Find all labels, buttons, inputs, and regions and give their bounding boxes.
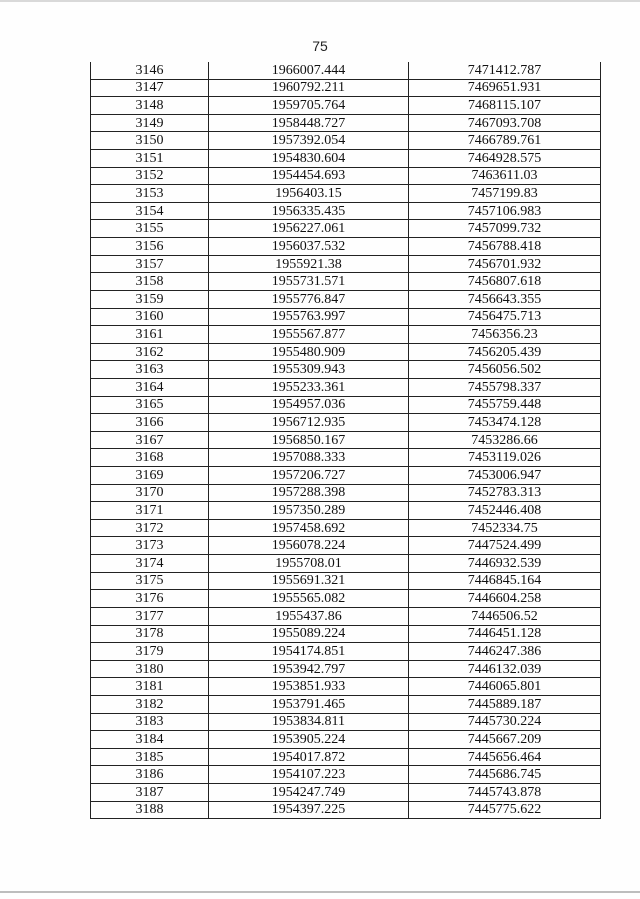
x-coordinate-cell: 1956078.224 (209, 537, 409, 555)
page-top-edge (0, 0, 640, 2)
y-coordinate-cell: 7457199.83 (409, 185, 601, 203)
x-coordinate-cell: 1954017.872 (209, 748, 409, 766)
table-row (91, 150, 601, 168)
point-id-cell: 3184 (91, 731, 209, 749)
y-coordinate-cell: 7456475.713 (409, 308, 601, 326)
y-coordinate-cell: 7446451.128 (409, 625, 601, 643)
table-row (91, 713, 601, 731)
point-id-cell: 3149 (91, 114, 209, 132)
table-row (91, 537, 601, 555)
x-coordinate-cell: 1958448.727 (209, 114, 409, 132)
x-coordinate-cell: 1955565.082 (209, 590, 409, 608)
y-coordinate-cell: 7455798.337 (409, 378, 601, 396)
table-row (91, 326, 601, 344)
table-row (91, 238, 601, 256)
x-coordinate-cell: 1956712.935 (209, 414, 409, 432)
point-id-cell: 3162 (91, 343, 209, 361)
y-coordinate-cell: 7467093.708 (409, 114, 601, 132)
point-id-cell: 3180 (91, 660, 209, 678)
point-id-cell: 3175 (91, 572, 209, 590)
table-row (91, 766, 601, 784)
point-id-cell: 3178 (91, 625, 209, 643)
x-coordinate-cell: 1957206.727 (209, 467, 409, 485)
y-coordinate-cell: 7456056.502 (409, 361, 601, 379)
table-row (91, 414, 601, 432)
x-coordinate-cell: 1953905.224 (209, 731, 409, 749)
y-coordinate-cell: 7453474.128 (409, 414, 601, 432)
x-coordinate-cell: 1955776.847 (209, 290, 409, 308)
y-coordinate-cell: 7446604.258 (409, 590, 601, 608)
table-row (91, 220, 601, 238)
point-id-cell: 3167 (91, 431, 209, 449)
point-id-cell: 3171 (91, 502, 209, 520)
y-coordinate-cell: 7456788.418 (409, 238, 601, 256)
coordinates-table (90, 62, 601, 819)
x-coordinate-cell: 1957392.054 (209, 132, 409, 150)
y-coordinate-cell: 7457099.732 (409, 220, 601, 238)
point-id-cell: 3188 (91, 801, 209, 819)
table-row (91, 519, 601, 537)
point-id-cell: 3159 (91, 290, 209, 308)
point-id-cell: 3169 (91, 467, 209, 485)
y-coordinate-cell: 7456807.618 (409, 273, 601, 291)
x-coordinate-cell: 1956037.532 (209, 238, 409, 256)
point-id-cell: 3164 (91, 378, 209, 396)
y-coordinate-cell: 7446132.039 (409, 660, 601, 678)
x-coordinate-cell: 1954957.036 (209, 396, 409, 414)
table-row (91, 79, 601, 97)
table-row (91, 308, 601, 326)
table-row (91, 643, 601, 661)
y-coordinate-cell: 7456205.439 (409, 343, 601, 361)
point-id-cell: 3185 (91, 748, 209, 766)
table-row (91, 431, 601, 449)
y-coordinate-cell: 7463611.03 (409, 167, 601, 185)
x-coordinate-cell: 1955233.361 (209, 378, 409, 396)
x-coordinate-cell: 1957088.333 (209, 449, 409, 467)
table-row (91, 62, 601, 79)
point-id-cell: 3163 (91, 361, 209, 379)
x-coordinate-cell: 1957350.289 (209, 502, 409, 520)
table-row (91, 748, 601, 766)
x-coordinate-cell: 1955708.01 (209, 555, 409, 573)
y-coordinate-cell: 7445667.209 (409, 731, 601, 749)
table-row (91, 185, 601, 203)
x-coordinate-cell: 1955089.224 (209, 625, 409, 643)
y-coordinate-cell: 7453119.026 (409, 449, 601, 467)
point-id-cell: 3150 (91, 132, 209, 150)
x-coordinate-cell: 1955691.321 (209, 572, 409, 590)
y-coordinate-cell: 7445730.224 (409, 713, 601, 731)
x-coordinate-cell: 1956850.167 (209, 431, 409, 449)
point-id-cell: 3165 (91, 396, 209, 414)
point-id-cell: 3182 (91, 695, 209, 713)
y-coordinate-cell: 7453286.66 (409, 431, 601, 449)
x-coordinate-cell: 1956403.15 (209, 185, 409, 203)
point-id-cell: 3154 (91, 202, 209, 220)
x-coordinate-cell: 1954107.223 (209, 766, 409, 784)
table-row (91, 132, 601, 150)
point-id-cell: 3183 (91, 713, 209, 731)
x-coordinate-cell: 1953834.811 (209, 713, 409, 731)
y-coordinate-cell: 7457106.983 (409, 202, 601, 220)
point-id-cell: 3179 (91, 643, 209, 661)
point-id-cell: 3156 (91, 238, 209, 256)
y-coordinate-cell: 7469651.931 (409, 79, 601, 97)
x-coordinate-cell: 1953791.465 (209, 695, 409, 713)
point-id-cell: 3181 (91, 678, 209, 696)
y-coordinate-cell: 7452334.75 (409, 519, 601, 537)
x-coordinate-cell: 1960792.211 (209, 79, 409, 97)
y-coordinate-cell: 7453006.947 (409, 467, 601, 485)
y-coordinate-cell: 7466789.761 (409, 132, 601, 150)
point-id-cell: 3155 (91, 220, 209, 238)
point-id-cell: 3148 (91, 97, 209, 115)
table-row (91, 783, 601, 801)
y-coordinate-cell: 7456356.23 (409, 326, 601, 344)
table-row (91, 273, 601, 291)
y-coordinate-cell: 7446065.801 (409, 678, 601, 696)
table-row (91, 97, 601, 115)
point-id-cell: 3161 (91, 326, 209, 344)
point-id-cell: 3158 (91, 273, 209, 291)
y-coordinate-cell: 7446506.52 (409, 607, 601, 625)
table-row (91, 343, 601, 361)
x-coordinate-cell: 1953942.797 (209, 660, 409, 678)
x-coordinate-cell: 1954174.851 (209, 643, 409, 661)
table-row (91, 678, 601, 696)
x-coordinate-cell: 1957458.692 (209, 519, 409, 537)
x-coordinate-cell: 1956227.061 (209, 220, 409, 238)
table-row (91, 167, 601, 185)
table-row (91, 449, 601, 467)
x-coordinate-cell: 1955480.909 (209, 343, 409, 361)
table-row (91, 555, 601, 573)
table-row (91, 695, 601, 713)
y-coordinate-cell: 7445775.622 (409, 801, 601, 819)
table-row (91, 590, 601, 608)
y-coordinate-cell: 7455759.448 (409, 396, 601, 414)
x-coordinate-cell: 1954454.693 (209, 167, 409, 185)
y-coordinate-cell: 7447524.499 (409, 537, 601, 555)
table-row (91, 625, 601, 643)
table-row (91, 255, 601, 273)
y-coordinate-cell: 7468115.107 (409, 97, 601, 115)
point-id-cell: 3152 (91, 167, 209, 185)
table-row (91, 484, 601, 502)
y-coordinate-cell: 7445743.878 (409, 783, 601, 801)
point-id-cell: 3168 (91, 449, 209, 467)
y-coordinate-cell: 7456701.932 (409, 255, 601, 273)
y-coordinate-cell: 7452446.408 (409, 502, 601, 520)
point-id-cell: 3170 (91, 484, 209, 502)
point-id-cell: 3157 (91, 255, 209, 273)
point-id-cell: 3186 (91, 766, 209, 784)
x-coordinate-cell: 1954397.225 (209, 801, 409, 819)
y-coordinate-cell: 7445686.745 (409, 766, 601, 784)
y-coordinate-cell: 7445656.464 (409, 748, 601, 766)
table-row (91, 572, 601, 590)
x-coordinate-cell: 1955309.943 (209, 361, 409, 379)
table-row (91, 467, 601, 485)
table-row (91, 361, 601, 379)
y-coordinate-cell: 7445889.187 (409, 695, 601, 713)
y-coordinate-cell: 7452783.313 (409, 484, 601, 502)
y-coordinate-cell: 7464928.575 (409, 150, 601, 168)
y-coordinate-cell: 7446845.164 (409, 572, 601, 590)
x-coordinate-cell: 1954830.604 (209, 150, 409, 168)
table-row (91, 731, 601, 749)
point-id-cell: 3147 (91, 79, 209, 97)
y-coordinate-cell: 7446932.539 (409, 555, 601, 573)
x-coordinate-cell: 1953851.933 (209, 678, 409, 696)
table-row (91, 290, 601, 308)
y-coordinate-cell: 7446247.386 (409, 643, 601, 661)
x-coordinate-cell: 1955921.38 (209, 255, 409, 273)
point-id-cell: 3177 (91, 607, 209, 625)
point-id-cell: 3151 (91, 150, 209, 168)
point-id-cell: 3146 (91, 62, 209, 79)
table-row (91, 378, 601, 396)
table-row (91, 801, 601, 819)
point-id-cell: 3160 (91, 308, 209, 326)
point-id-cell: 3174 (91, 555, 209, 573)
point-id-cell: 3172 (91, 519, 209, 537)
table-row (91, 607, 601, 625)
point-id-cell: 3187 (91, 783, 209, 801)
x-coordinate-cell: 1966007.444 (209, 62, 409, 79)
table-row (91, 114, 601, 132)
x-coordinate-cell: 1955763.997 (209, 308, 409, 326)
point-id-cell: 3173 (91, 537, 209, 555)
x-coordinate-cell: 1956335.435 (209, 202, 409, 220)
x-coordinate-cell: 1954247.749 (209, 783, 409, 801)
y-coordinate-cell: 7456643.355 (409, 290, 601, 308)
table-row (91, 502, 601, 520)
point-id-cell: 3176 (91, 590, 209, 608)
x-coordinate-cell: 1955731.571 (209, 273, 409, 291)
page-number: 75 (312, 38, 328, 54)
x-coordinate-cell: 1955437.86 (209, 607, 409, 625)
coordinates-table-body (91, 62, 601, 819)
table-row (91, 660, 601, 678)
page-bottom-edge (0, 891, 640, 893)
x-coordinate-cell: 1959705.764 (209, 97, 409, 115)
point-id-cell: 3153 (91, 185, 209, 203)
x-coordinate-cell: 1957288.398 (209, 484, 409, 502)
x-coordinate-cell: 1955567.877 (209, 326, 409, 344)
point-id-cell: 3166 (91, 414, 209, 432)
table-row (91, 396, 601, 414)
y-coordinate-cell: 7471412.787 (409, 62, 601, 79)
table-row (91, 202, 601, 220)
